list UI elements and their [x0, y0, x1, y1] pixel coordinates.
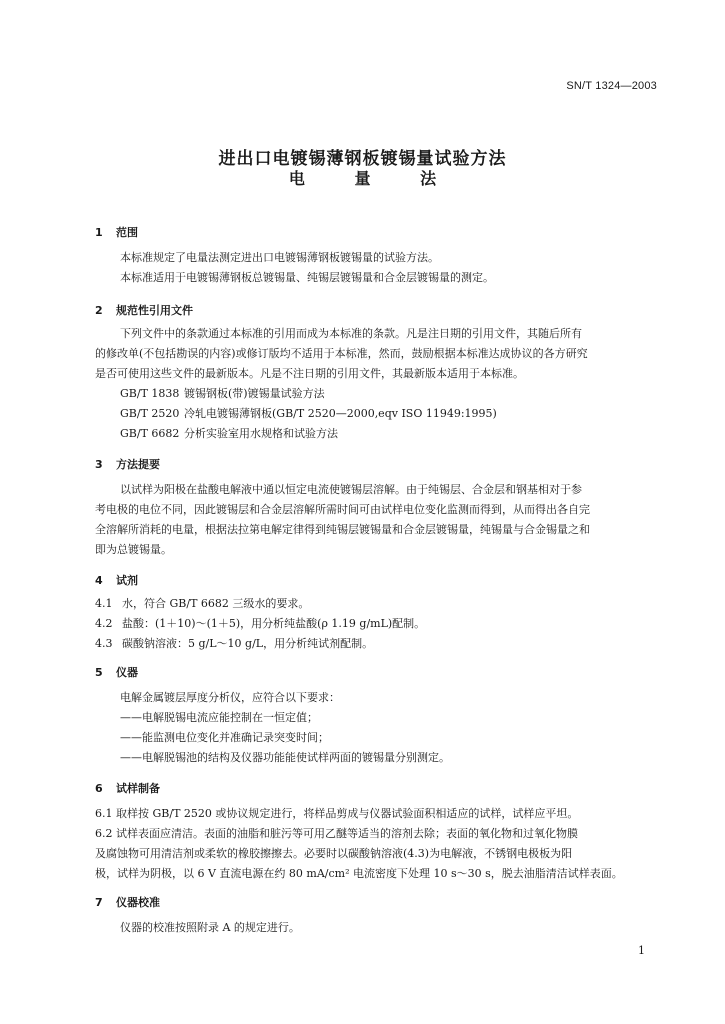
requirement-item: ——能监测电位变化并准确记录突变时间； — [120, 731, 329, 744]
paragraph-line: 的修改单(不包括勘误的内容)或修订版均不适用于本标准，然而，鼓励根据本标准达成协议的各方研究 — [95, 347, 588, 360]
paragraph-line: 是否可使用这些文件的最新版本。凡是不注日期的引用文件，其最新版本适用于本标准。 — [95, 367, 524, 380]
section-heading-apparatus: 5 仪器 — [95, 666, 138, 679]
requirement-item: ——电解脱锡电流应能控制在一恒定值； — [120, 711, 318, 724]
reagent-item: 4.1 水，符合 GB/T 6682 三级水的要求。 — [95, 597, 310, 610]
paragraph-line: 极，试样为阴极，以 6 V 直流电源在约 80 mA/cm² 电流密度下处理 10 s～30 s，脱去油脂清洁试样表面。 — [95, 867, 623, 880]
reagent-item: 4.3 碳酸钠溶液：5 g/L～10 g/L，用分析纯试剂配制。 — [95, 637, 374, 650]
paragraph-line: 仪器的校准按照附录 A 的规定进行。 — [120, 921, 300, 934]
section-heading-normative-references: 2 规范性引用文件 — [95, 304, 193, 317]
page-number: 1 — [638, 944, 645, 957]
document-subtitle: 电 量 法 — [288, 169, 459, 188]
section-heading-reagents: 4 试剂 — [95, 574, 138, 587]
section-heading-method-summary: 3 方法提要 — [95, 458, 160, 471]
paragraph-line: 本标准适用于电镀锡薄钢板总镀锡量、纯锡层镀锡量和合金层镀锡量的测定。 — [120, 271, 494, 284]
section-heading-calibration: 7 仪器校准 — [95, 896, 160, 909]
reference-item: GB/T 1838 镀锡钢板(带)镀锡量试验方法 — [120, 387, 325, 400]
document-title: 进出口电镀锡薄钢板镀锡量试验方法 — [218, 149, 507, 169]
section-heading-scope: 1 范围 — [95, 226, 138, 239]
reference-item: GB/T 2520 冷轧电镀锡薄钢板(GB/T 2520—2000,eqv ISO 11949:1995) — [120, 407, 497, 420]
paragraph-line: 本标准规定了电量法测定进出口电镀锡薄钢板镀锡量的试验方法。 — [120, 251, 439, 264]
paragraph-line: 6.2 试样表面应清洁。表面的油脂和脏污等可用乙醚等适当的溶剂去除；表面的氧化物和过氧化物膜 — [95, 827, 578, 840]
paragraph-line: 电解金属镀层厚度分析仪，应符合以下要求： — [120, 691, 340, 704]
paragraph-line: 及腐蚀物可用清洁剂或柔软的橡胶擦擦去。必要时以碳酸钠溶液(4.3)为电解液，不锈钢电极板为阳 — [95, 847, 573, 860]
paragraph-line: 考电极的电位不同，因此镀锡层和合金层溶解所需时间可由试样电位变化监测而得到，从而得出各自完 — [95, 503, 590, 516]
paragraph-line: 全溶解所消耗的电量，根据法拉第电解定律得到纯锡层镀锡量和合金层镀锡量，纯锡量与合金锡量之和 — [95, 523, 590, 536]
section-heading-sample-preparation: 6 试样制备 — [95, 782, 160, 795]
reagent-item: 4.2 盐酸：(1＋10)～(1＋5)，用分析纯盐酸(ρ 1.19 g/mL)配制。 — [95, 617, 426, 630]
paragraph-line: 6.1 取样按 GB/T 2520 或协议规定进行，将样品剪成与仪器试验面积相适应的试样，试样应平坦。 — [95, 807, 579, 820]
standard-code: SN/T 1324—2003 — [566, 80, 657, 92]
paragraph-line: 下列文件中的条款通过本标准的引用而成为本标准的条款。凡是注日期的引用文件，其随后所有 — [120, 327, 582, 340]
requirement-item: ——电解脱锡池的结构及仪器功能能使试样两面的镀锡量分别测定。 — [120, 751, 450, 764]
paragraph-line: 即为总镀锡量。 — [95, 543, 172, 556]
reference-item: GB/T 6682 分析实验室用水规格和试验方法 — [120, 427, 338, 440]
paragraph-line: 以试样为阳极在盐酸电解液中通以恒定电流使镀锡层溶解。由于纯锡层、合金层和钢基相对于参 — [120, 483, 582, 496]
